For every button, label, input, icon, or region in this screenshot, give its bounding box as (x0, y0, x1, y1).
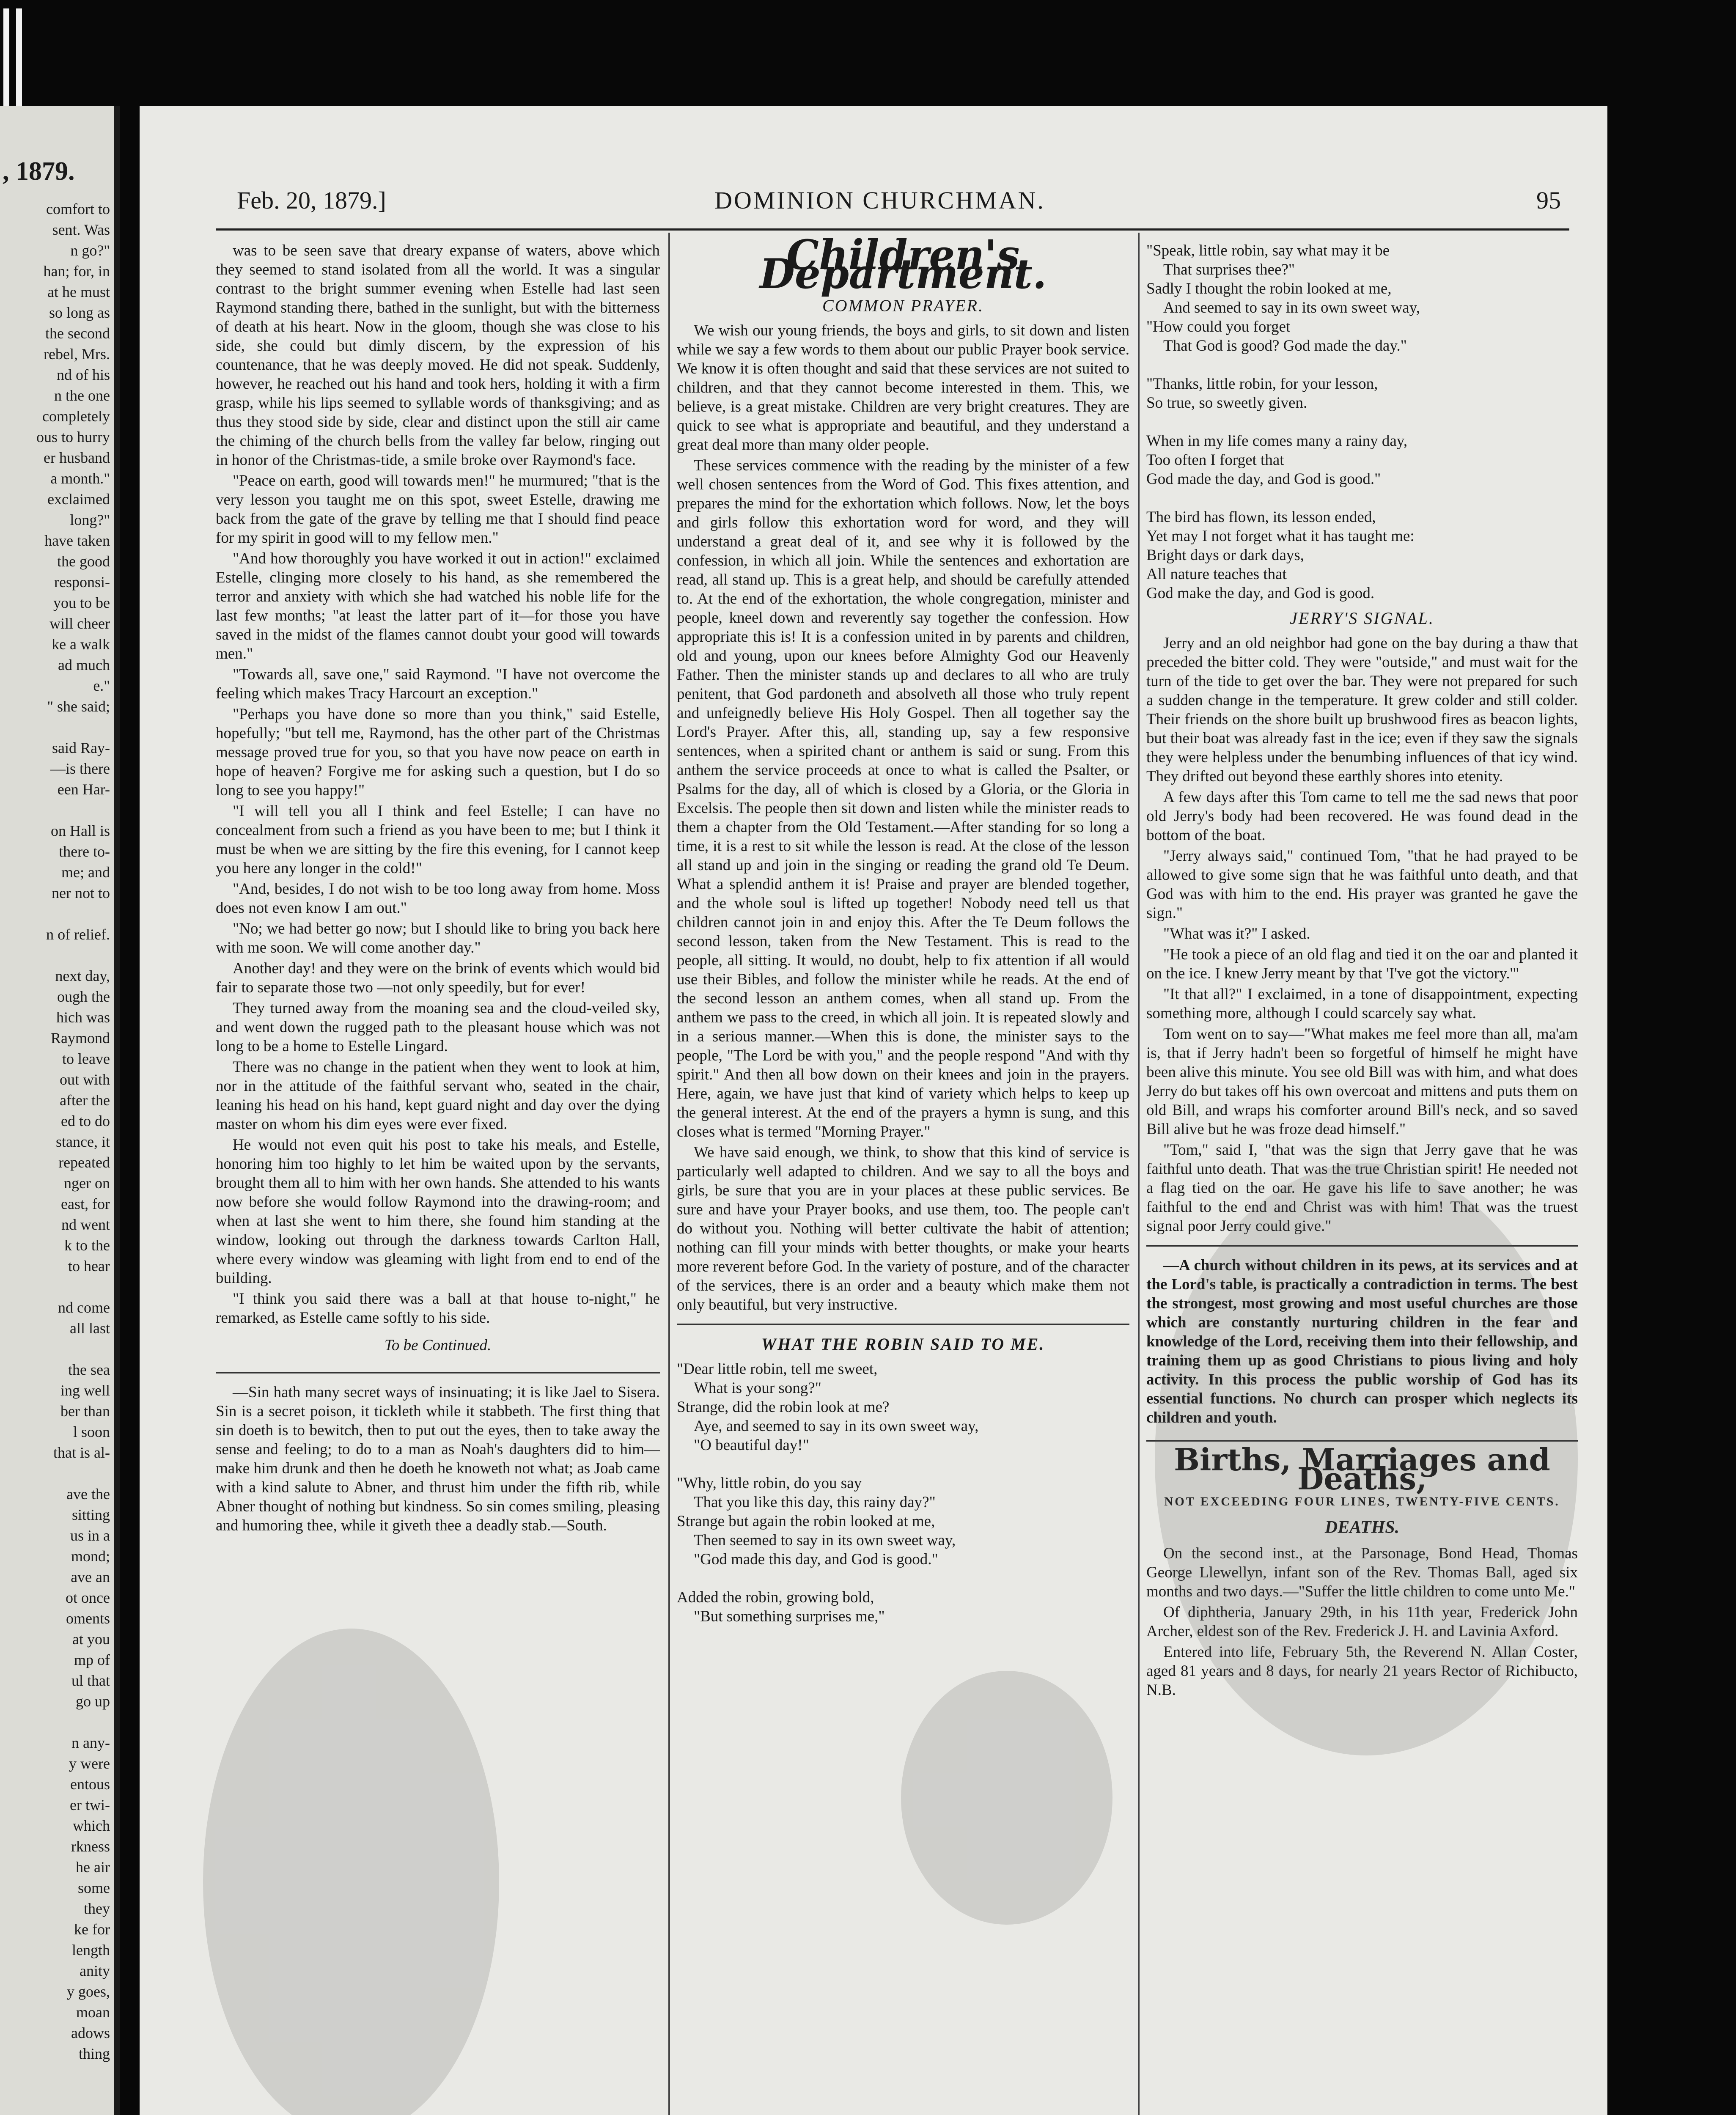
fragment-line: e." (93, 677, 110, 694)
fragment-line: n the one (54, 387, 110, 404)
poem-line (1146, 489, 1578, 508)
poem-line: That God is good? God made the day." (1163, 337, 1407, 354)
fragment-line: east, for (61, 1195, 110, 1212)
sin-paragraph: —Sin hath many secret ways of insinuating; it is like Jael to Sisera. Sin is a secret poison, it tickleth while it stabbeth. The first thing that sin doeth is to bewitch, then to put out the eyes, then to take away the sense and feeling; to do to a man as Noah's daughters did to him—make him drunk and then he doeth he knoweth not what; as Joab came with a kind salute to Abner, and thrust him under the fifth rib, while Abner thought of nothing but kindness. So sin comes smiling, pleasing and humoring thee, while it giveth thee a deadly stab.—South. (216, 1384, 660, 1534)
previous-page-fragment (0, 106, 120, 2115)
fragment-line: ave the (66, 1486, 110, 1502)
fragment-line (13, 945, 110, 966)
poem-line: That surprises thee?" (1163, 261, 1295, 278)
fragment-line: ke a walk (52, 636, 110, 653)
fragment-line: mond; (71, 1548, 110, 1565)
fragment-line: ner not to (52, 884, 110, 901)
robin-poem-continued (1146, 241, 1578, 603)
story-paragraph: "Perhaps you have done so more than you think," said Estelle, hopefully; "but tell me, Raymond, has the other part of the Christmas message proved true for you, so that you have now peace on earth in hope of heaven? Forgive me for asking such a question, but I do so long to see you happy!" (216, 706, 660, 799)
previous-page-year: , 1879. (3, 157, 75, 186)
poem-line: God made the day, and God is good." (1146, 470, 1381, 488)
fragment-line: hich was (56, 1009, 110, 1026)
poem-line: "Why, little robin, do you say (677, 1475, 862, 1492)
fragment-line: long?" (70, 511, 110, 528)
fragment-line: ed to do (61, 1112, 110, 1129)
fragment-line: oments (66, 1610, 110, 1627)
fragment-line: ad much (58, 656, 110, 673)
poem-line: "Speak, little robin, say what may it be (1146, 242, 1390, 259)
poem-line: The bird has flown, its lesson ended, (1146, 508, 1376, 526)
header-page-number: 95 (1536, 187, 1561, 214)
deaths-heading: DEATHS. (1324, 1518, 1400, 1537)
jerry-paragraph: "He took a piece of an old flag and tied it on the oar and planted it on the ice. I knew Jerry meant by that 'I've got the victory.'" (1146, 946, 1578, 982)
jerry-paragraph: "It that all?" I exclaimed, in a tone of disappointment, expecting something more, although I could scarcely say what. (1146, 986, 1578, 1022)
column-2 (677, 231, 1129, 1626)
death-notice: Of diphtheria, January 29th, in his 11th year, Frederick John Archer, eldest son of the Rev. Frederick J. H. and Lavinia Axford. (1146, 1604, 1578, 1640)
story-paragraph: "Peace on earth, good will towards men!" he murmured; "that is the very lesson you taught me on this spot, sweet Estelle, drawing me back from the gate of the grave by telling me that I should find peace for my spirit in good will to my fellow men." (216, 472, 660, 547)
poem-line: Strange, did the robin look at me? (677, 1398, 890, 1416)
fragment-line: all last (70, 1320, 110, 1337)
poem-line: "O beautiful day!" (694, 1437, 809, 1454)
fragment-line: us in a (70, 1527, 110, 1544)
story-paragraph: "And, besides, I do not wish to be too long away from home. Moss does not even know I am out." (216, 880, 660, 917)
poem-line: Added the robin, growing bold, (677, 1589, 874, 1606)
fragment-line: ave an (71, 1568, 110, 1585)
fragment-line: exclaimed (47, 491, 110, 508)
fragment-line: n any- (71, 1734, 110, 1751)
prayer-paragraph: These services commence with the reading by the minister of a few well chosen sentences from the Word of God. This fixes attention, and prepares the mind for the exhortation which follows. Now, let the boys and girls follow this exhortation word for word, and they will understand a great deal of it, and see why it is followed by the confession, in which all join. While the sentences and exhortation are read, all stand up. This is a great help, and should be carefully attended to. At the end of the exhortation, the whole congregation, minister and people, kneel down and reverently say together the confession. How appropriate this is! It is a confession united in by parents and children, old and young, upon our knees before Almighty God our Heavenly Father. Then the minister stands up and declares to all who are truly penitent, that God pardoneth and absolveth all those who truly repent and unfeignedly believe His Holy Gospel. Then all together say the Lord's Prayer. After this, all, standing up, say a few responsive sentences, when a spirited chant or anthem is said or sung. From this anthem the service proceeds at once to what is called the Psalter, or Psalms for the day, all of which is closed by a Gloria, or the Gloria in Excelsis. The people then sit down and listen while the minister reads to them a chapter from the Old Testament.—After standing for so long a time, it is a rest to sit while the lesson is read. At the close of the lesson all stand up and join in the singing or reading the grand old Te Deum. What a splendid anthem it is! Praise and prayer are blended together, and the whole soul is lifted up together! Nobody need tell us that children cannot join in and enjoy this. After the Te Deum follows the second lesson, taken from the New Testament. This is read to the people, all sitting. It would, no doubt, help to fix attention if all would use their Bibles, and follow the minister while he reads. At the end of the second lesson an anthem comes, when all stand up. From the anthem we pass to the creed, in which all join. It is repeated slowly and in a serious manner.—When this is done, the minister says to the people, "The Lord be with you," and the people respond "And with thy spirit." And then all bow down on their knees and join in the prayers. Here, again, we have just that kind of variety which helps to keep up the general interest. At the end of the prayers a hymn is sung, and this closes what is termed "Morning Prayer." (677, 457, 1129, 1140)
story-paragraph: He would not even quit his post to take his meals, and Estelle, honoring him too highly to let him be waited upon by the servants, brought them all to him with her own hands. She attended to his wants now before she would follow Raymond into the drawing-room; and when at last she went to him there, she found him standing at the window, looking out through the darkness towards Carlton Hall, where every window was gleaming with light from end to end of the building. (216, 1136, 660, 1287)
fragment-line: me; and (61, 864, 110, 881)
previous-page-text (13, 199, 110, 2064)
page-header (140, 186, 1607, 220)
fragment-line: han; for, in (43, 263, 110, 280)
fragment-line: er twi- (70, 1796, 110, 1813)
print-smudge (901, 1671, 1112, 1925)
fragment-line: at he must (47, 283, 110, 300)
poem-line: Too often I forget that (1146, 451, 1284, 469)
fragment-line: Raymond (51, 1030, 110, 1047)
story-paragraph: "And how thoroughly you have worked it out in action!" exclaimed Estelle, clinging more closely to his hand, as she remembered the terror and anxiety with which she had watched his noble life for the last few months; "at least the latter part of it—for those you have saved in the midst of the flames cannot doubt your good will towards men." (216, 550, 660, 662)
death-notice: Entered into life, February 5th, the Reverend N. Allan Coster, aged 81 years and 8 days, for nearly 21 years Rector of Richibucto, N.B. (1146, 1643, 1578, 1699)
column-1 (216, 241, 660, 1537)
fragment-line: y were (69, 1755, 110, 1772)
fragment-line: he air (76, 1859, 110, 1876)
print-smudge (203, 1629, 499, 2115)
divider (677, 1324, 1129, 1325)
fragment-line: responsi- (54, 574, 110, 591)
church-paragraph: —A church without children in its pews, at its services and at the Lord's table, is practically a contradiction in terms. The best the strongest, most growing and most useful churches are those which are constantly nurturing children in the fear and knowledge of the Lord, receiving them into their fellowship, and training them up as good Christians to pious living and holy activity. In this process the public worship of God has its essential functions. No church can prosper which neglects its children and youth. (1146, 1257, 1578, 1426)
to-be-continued: To be Continued. (384, 1337, 492, 1354)
fragment-line: comfort to (46, 201, 110, 217)
fragment-line: adows (71, 2024, 110, 2041)
bmd-heading: Births, Marriages and Deaths, (1146, 1440, 1578, 1488)
fragment-line: moan (76, 2004, 110, 2021)
fragment-line: rkness (71, 1838, 110, 1855)
prayer-paragraph: We wish our young friends, the boys and girls, to sit down and listen while we say a few words to them about our public Prayer book service. We know it is often thought and said that these services are not suited to children, and that they cannot become interested in them. This, we believe, is a great mistake. Children are very bright creatures. They are quick to see what is appropriate and beautiful, and they understand a great deal more than many older people. (677, 322, 1129, 453)
poem-line (1146, 355, 1578, 374)
fragment-line: to leave (62, 1050, 110, 1067)
fragment-line (13, 1463, 110, 1484)
fragment-line: l soon (73, 1423, 110, 1440)
fragment-line: —is there (50, 760, 110, 777)
jerrys-signal-heading: JERRY'S SIGNAL. (1290, 609, 1434, 628)
story-paragraph: They turned away from the moaning sea and the cloud-veiled sky, and went down the rugged path to the pleasant house which was not long to be a home to Estelle Lingard. (216, 1000, 660, 1055)
common-prayer-paragraphs (677, 321, 1129, 1314)
poem-line (677, 1455, 1129, 1474)
story-paragraph: Another day! and they were on the brink of events which would bid fair to separate those two —not only speedily, but for ever! (216, 960, 660, 996)
fragment-line: ul that (71, 1672, 110, 1689)
header-rule (216, 228, 1569, 231)
jerry-paragraph: Tom went on to say—"What makes me feel more than all, ma'am is, that if Jerry hadn't been so forgetful of himself he might have been alive this minute. You see old Bill was with him, and what does Jerry do but takes off his own overcoat and mittens and puts them on old Bill, and wraps his comforter around Bill's neck, and so saved Bill alive but he was froze dead himself." (1146, 1025, 1578, 1138)
story-paragraph: There was no change in the patient when they went to look at him, nor in the attitude of the faithful servant who, seated in the chair, leaning his head on his hand, kept guard night and day over the dying master on whom his dim eyes were ever fixed. (216, 1058, 660, 1133)
poem-line: What is your song?" (694, 1379, 821, 1397)
common-prayer-heading: COMMON PRAYER. (822, 296, 984, 315)
jerrys-signal-paragraphs (1146, 634, 1578, 1236)
fragment-line: the good (57, 553, 110, 570)
fragment-line: ous to hurry (36, 428, 110, 445)
poem-line: "Dear little robin, tell me sweet, (677, 1360, 878, 1378)
fragment-line: thing (78, 2045, 110, 2062)
story-paragraph: "I think you said there was a ball at that house to-night," he remarked, as Estelle came softly to his side. (216, 1290, 660, 1327)
fragment-line: a month." (50, 470, 110, 487)
jerry-paragraph: Jerry and an old neighbor had gone on the bay during a thaw that preceded the bitter cold. They were "outside," and must wait for the turn of the tide to get over the bar. They were not prepared for such a sudden change in the temperature. It grew colder and still colder. Their friends on the shore built up brushwood fires as beacon lights, but their boat was already fast in the ice; even if they saw the signals they were helpless under the benumbing influences of that icy wind. They drifted out beyond these earthly shores into etenity. (1146, 634, 1578, 785)
fragment-line: entous (70, 1776, 110, 1793)
fragment-line: out with (59, 1071, 110, 1088)
fragment-line: n go?" (70, 242, 110, 259)
fragment-line: nd come (58, 1299, 110, 1316)
poem-line: All nature teaches that (1146, 566, 1287, 583)
story-paragraphs (216, 241, 660, 1327)
jerry-paragraph: A few days after this Tom came to tell me the sad news that poor old Jerry's body had been recovered. He was found dead in the bottom of the boat. (1146, 788, 1578, 844)
fragment-line: k to the (64, 1237, 110, 1254)
fragment-line: ke for (74, 1921, 110, 1938)
fragment-line: rebel, Mrs. (44, 346, 110, 363)
fragment-line: have taken (44, 532, 110, 549)
fragment-line (13, 717, 110, 738)
fragment-line: anity (80, 1962, 110, 1979)
poem-line: Then seemed to say in its own sweet way, (694, 1532, 956, 1549)
header-date: Feb. 20, 1879.] (237, 187, 386, 214)
poem-line (677, 1569, 1129, 1588)
prayer-paragraph: We have said enough, we think, to show that this kind of service is particularly well adapted to children. And we say to all the boys and girls, be sure that you are in your places at these public services. Be sure and have your Prayer books, and use them, too. The people can't do without you. Nothing will better cultivate the habit of attention; nothing can fill your minds with better thoughts, or make your hearts more reverent before God. In the variety of posture, and of the character of the services, there is an order and a beauty which make them not only beautiful, but very instructive. (677, 1144, 1129, 1313)
fragment-line: nd went (61, 1216, 110, 1233)
fragment-line (13, 1339, 110, 1360)
fragment-line: stance, it (56, 1133, 110, 1150)
story-paragraph: was to be seen save that dreary expanse of waters, above which they seemed to stand isolated from all the world. It was a singular contrast to the bright summer evening when Estelle had last seen Raymond standing there, bathed in the sunlight, but with the bitterness of death at his heart. Now in the gloom, though she was close to his side, she could but dimly discern, by the expression of his countenance, that he was deeply moved. He did not speak. Suddenly, however, he reached out his hand and took hers, holding it with a firm grasp, while his lips seemed to syllable words of thanksgiving; and as thus they stood side by side, clear and distinct upon the still air came the chiming of the church bells from the valley far below, ringing out in honor of the Christmas-tide, a smile broke over Raymond's face. (216, 242, 660, 469)
poem-line: Strange but again the robin looked at me, (677, 1513, 935, 1530)
robin-poem-heading: WHAT THE ROBIN SAID TO ME. (761, 1335, 1045, 1354)
header-title: DOMINION CHURCHMAN. (714, 187, 1045, 214)
poem-line: Bright days or dark days, (1146, 547, 1305, 564)
column-rule-2 (1138, 233, 1140, 2115)
fragment-line: which (73, 1817, 110, 1834)
fragment-line: ber than (60, 1403, 110, 1420)
poem-line (1146, 412, 1578, 431)
fragment-line: nd of his (57, 366, 110, 383)
fragment-line: so long as (49, 304, 110, 321)
fragment-line: " she said; (47, 698, 110, 715)
print-smudge (1155, 1163, 1578, 1755)
fragment-line: n of relief. (46, 926, 110, 943)
fragment-line: repeated (58, 1154, 110, 1171)
childrens-department-heading: Children's Department. (759, 231, 1047, 298)
fragment-line: on Hall is (51, 822, 110, 839)
poem-line: "But something surprises me," (694, 1608, 885, 1625)
jerry-paragraph: "What was it?" I asked. (1163, 925, 1310, 942)
column-rule-1 (668, 233, 670, 2115)
robin-poem (677, 1360, 1129, 1626)
fragment-line: sitting (71, 1506, 110, 1523)
newspaper-page (140, 106, 1607, 2115)
story-paragraph: "No; we had better go now; but I should like to bring you back here with me soon. We will come another day." (216, 920, 660, 956)
fragment-line: at you (72, 1631, 110, 1648)
fragment-line: length (72, 1942, 110, 1958)
jerry-paragraph: "Jerry always said," continued Tom, "that he had prayed to be allowed to give some sign that he was faithful unto death, and that God was with him to the end. His prayer was granted he gave the sign." (1146, 847, 1578, 922)
poem-line: God make the day, and God is good. (1146, 585, 1375, 602)
fragment-line: ot once (66, 1589, 110, 1606)
death-notice: On the second inst., at the Parsonage, Bond Head, Thomas George Llewellyn, infant son of the Rev. Thomas Ball, aged six months and two days.—"Suffer the little children to come unto Me." (1146, 1545, 1578, 1600)
poem-line: Yet may I not forget what it has taught me: (1146, 527, 1415, 545)
fragment-line: een Har- (57, 781, 110, 798)
story-paragraph: "Towards all, save one," said Raymond. "I have not overcome the feeling which makes Tracy Harcourt an exception." (216, 666, 660, 702)
poem-line: "God made this day, and God is good." (694, 1551, 938, 1568)
story-paragraph: "I will tell you all I think and feel Estelle; I can have no concealment from such a friend as you have been to me; but I think it must be when we are sitting by the fire this evening, for I cannot keep you here any longer in the cold!" (216, 802, 660, 877)
poem-line: Sadly I thought the robin looked at me, (1146, 280, 1392, 297)
fragment-line: you to be (53, 594, 110, 611)
fragment-line: said Ray- (52, 739, 110, 756)
fragment-line: the sea (68, 1361, 110, 1378)
poem-line: That you like this day, this rainy day?" (694, 1494, 936, 1511)
fragment-line (13, 904, 110, 924)
bmd-subheading: NOT EXCEEDING FOUR LINES, TWENTY-FIVE CENTS. (1164, 1495, 1560, 1508)
fragment-line: completely (42, 408, 110, 425)
fragment-line: ing well (60, 1382, 110, 1399)
fragment-line: mp of (74, 1651, 110, 1668)
fragment-line: the second (45, 325, 110, 342)
fragment-line (13, 1277, 110, 1297)
jerry-paragraph: "Tom," said I, "that was the sign that Jerry gave that he was faithful unto death. That was the true Christian spirit! He needed not a flag tied on the oar. He gave his life to save another; he was faithful to the end and Christ was with him! That was the truest signal poor Jerry could give." (1146, 1141, 1578, 1235)
poem-line: And seemed to say in its own sweet way, (1163, 299, 1420, 316)
fragment-line: after the (60, 1092, 110, 1109)
fragment-line: there to- (59, 843, 110, 860)
fragment-line: y goes, (67, 1983, 110, 2000)
fragment-line: some (78, 1879, 110, 1896)
fragment-line (13, 800, 110, 821)
fragment-line: they (84, 1900, 110, 1917)
poem-line: So true, so sweetly given. (1146, 394, 1307, 412)
divider (216, 1372, 660, 1373)
poem-line: When in my life comes many a rainy day, (1146, 432, 1408, 450)
fragment-line (13, 1712, 110, 1733)
poem-line: "How could you forget (1146, 318, 1291, 335)
fragment-line: go up (76, 1693, 110, 1710)
fragment-line: sent. Was (52, 221, 110, 238)
fragment-line: that is al- (53, 1444, 110, 1461)
poem-line: "Thanks, little robin, for your lesson, (1146, 375, 1378, 393)
fragment-line: next day, (55, 967, 110, 984)
fragment-line: er husband (44, 449, 110, 466)
poem-line: Aye, and seemed to say in its own sweet way, (694, 1417, 979, 1435)
fragment-line: will cheer (49, 615, 110, 632)
fragment-line: to hear (68, 1258, 110, 1274)
fragment-line: ough the (57, 988, 110, 1005)
fragment-line: nger on (64, 1175, 110, 1192)
